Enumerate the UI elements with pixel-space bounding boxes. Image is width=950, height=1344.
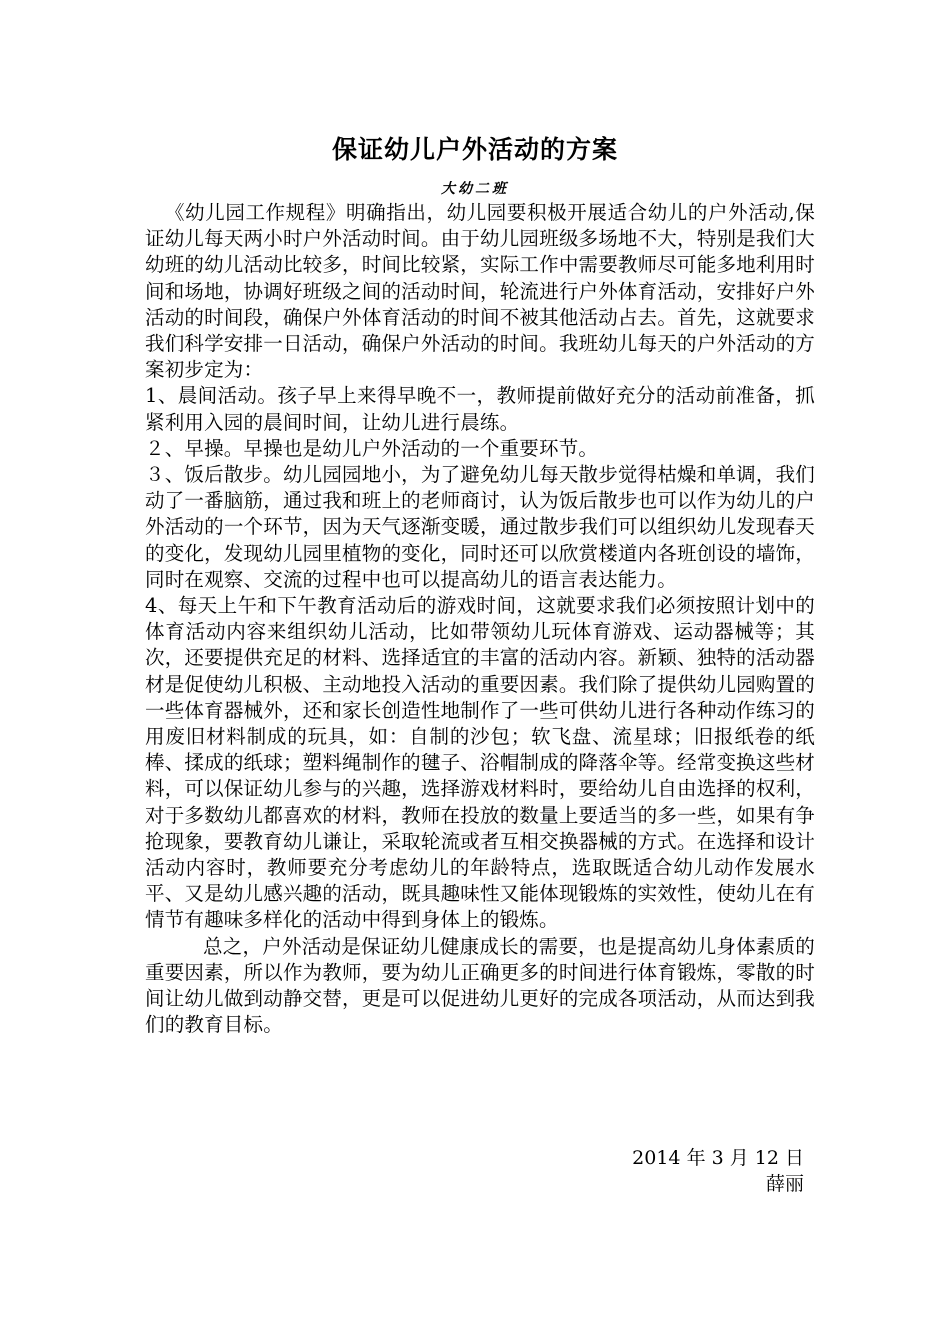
document-subtitle: 大幼二班 bbox=[441, 181, 509, 197]
document-title: 保证幼儿户外活动的方案 bbox=[331, 135, 618, 164]
document-date: 2014 年 3 月 12 日 bbox=[632, 1147, 804, 1169]
paragraph-item-2: ２、早操。早操也是幼儿户外活动的一个重要环节。 bbox=[145, 436, 599, 460]
signature-block bbox=[632, 1145, 804, 1197]
paragraph-intro: 《幼儿园工作规程》明确指出，幼儿园要积极开展适合幼儿的户外活动,保证幼儿每天两小时户外活动时间。由于幼儿园班级多场地不大，特别是我们大幼班的幼儿活动比较多，时间比较紧，实际工作中需要教师尽可能多地利用时间和场地，协调好班级之间的活动时间，轮流进行户外体育活动，安排好户外活动的时间段，确保户外体育活动的时间不被其他活动占去。首先，这就要求我们科学安排一日活动，确保户外活动的时间。我班幼儿每天的户外活动的方案初步定为： bbox=[145, 201, 815, 382]
paragraph-item-4: 4、每天上午和下午教育活动后的游戏时间，这就要求我们必须按照计划中的体育活动内容来组织幼儿活动，比如带领幼儿玩体育游戏、运动器械等；其次，还要提供充足的材料、选择适宜的丰富的活动内容。新颖、独特的活动器材是促使幼儿积极、主动地投入活动的重要因素。我们除了提供幼儿园购置的一些体育器械外，还和家长创造性地制作了一些可供幼儿进行各种动作练习的用废旧材料制成的玩具，如：自制的沙包；软飞盘、流星球；旧报纸卷的纸棒、揉成的纸球；塑料绳制作的毽子、浴帽制成的降落伞等。经常变换这些材料，可以保证幼儿参与的兴趣，选择游戏材料时，要给幼儿自由选择的权利，对于多数幼儿都喜欢的材料，教师在投放的数量上要适当的多一些，如果有争抢现象，要教育幼儿谦让，采取轮流或者互相交换器械的方式。在选择和设计活动内容时，教师要充分考虑幼儿的年龄特点，选取既适合幼儿动作发展水平、又是幼儿感兴趣的活动，既具趣味性又能体现锻炼的实效性，使幼儿在有情节有趣味多样化的活动中得到身体上的锻炼。 bbox=[145, 594, 815, 932]
document-author: 薛丽 bbox=[765, 1173, 804, 1195]
paragraph-item-3: ３、饭后散步。幼儿园园地小，为了避免幼儿每天散步觉得枯燥和单调，我们动了一番脑筋，通过我和班上的老师商讨，认为饭后散步也可以作为幼儿的户外活动的一个环节，因为天气逐渐变暖，通过散步我们可以组织幼儿发现春天的变化，发现幼儿园里植物的变化，同时还可以欣赏楼道内各班创设的墙饰，同时在观察、交流的过程中也可以提高幼儿的语言表达能力。 bbox=[145, 463, 815, 591]
document-body bbox=[145, 200, 815, 1039]
paragraph-item-1: 1、晨间活动。孩子早上来得早晚不一，教师提前做好充分的活动前准备，抓紧利用入园的晨间时间，让幼儿进行晨练。 bbox=[145, 384, 815, 434]
paragraph-conclusion: 总之，户外活动是保证幼儿健康成长的需要，也是提高幼儿身体素质的重要因素，所以作为教师，要为幼儿正确更多的时间进行体育锻炼，零散的时间让幼儿做到动静交替，更是可以促进幼儿更好的完成各项活动，从而达到我们的教育目标。 bbox=[145, 934, 815, 1037]
